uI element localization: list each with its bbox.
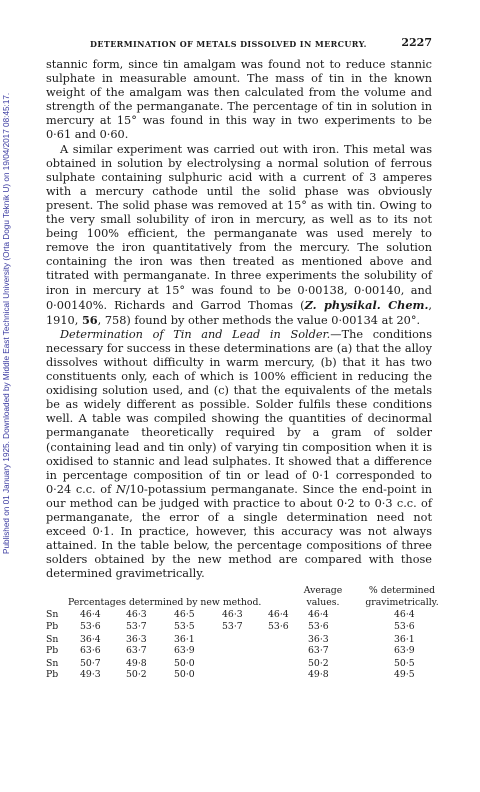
- table-body: [46, 609, 432, 680]
- value-cell: 53·7: [222, 620, 243, 632]
- value-cell: 53·7: [126, 620, 147, 632]
- value-cell: 50·7: [80, 658, 101, 670]
- results-table: [46, 585, 439, 681]
- normality-symbol: N: [115, 482, 126, 496]
- metal-cell: Pb: [46, 669, 59, 681]
- value-cell: 49·3: [80, 669, 101, 681]
- table-row: [46, 658, 432, 669]
- paragraph-3-text-a: —The conditions necessary for success in these determinations are (a) that the alloy dissolves without difficulty in warm mercury, (b) that it has two constituents only, each of which is 100% efficient in reducing the oxidising solution used, and (c) that the equivalents of the metals be as widely different as possible. Solder fulfils these conditions well. A table was compiled showing the quantities of decinormal permanganate theoretically required by a gram of solder (containing lead and tin only) of varying tin composition when it is oxidised to stannic and lead sulphates. It showed that a difference in percentage composition of tin or lead of 0·1 corresponded to 0·24 c.c. of: [46, 327, 432, 496]
- section-heading: Determination of Tin and Lead in Solder.: [60, 327, 331, 341]
- value-cell: 46·3: [222, 609, 243, 621]
- metal-cell: Sn: [46, 633, 59, 645]
- value-cell: 46·4: [394, 609, 415, 621]
- table-row: [46, 669, 432, 680]
- metal-cell: Pb: [46, 645, 59, 657]
- header-new-method: Percentages determined by new method.: [68, 597, 262, 609]
- metal-cell: Sn: [46, 658, 59, 670]
- paragraph-2-year: , 1910,: [46, 298, 433, 327]
- value-cell: 63·9: [174, 645, 195, 657]
- running-header: [46, 36, 432, 52]
- paragraph-2-end: , 758) found by other methods the value 0·00134 at 20°.: [97, 313, 421, 327]
- value-cell: 50·2: [308, 658, 329, 670]
- paragraph-2: [46, 143, 432, 328]
- table-row: [46, 645, 432, 656]
- value-cell: 46·4: [80, 609, 101, 621]
- value-cell: 53·6: [268, 620, 289, 632]
- value-cell: 50·5: [394, 658, 415, 670]
- value-cell: 46·4: [268, 609, 289, 621]
- page-number: 2227: [401, 36, 432, 49]
- value-cell: 46·5: [174, 609, 195, 621]
- value-cell: 53·6: [80, 620, 101, 632]
- value-cell: 46·3: [126, 609, 147, 621]
- value-cell: 63·6: [80, 645, 101, 657]
- value-cell: 53·6: [394, 620, 415, 632]
- table-row: [46, 634, 432, 645]
- value-cell: 36·1: [174, 633, 195, 645]
- value-cell: 36·4: [80, 633, 101, 645]
- table-row: [46, 609, 432, 620]
- value-cell: 36·3: [126, 633, 147, 645]
- value-cell: 53·6: [308, 620, 329, 632]
- value-cell: 53·5: [174, 620, 195, 632]
- journal-volume: 56: [81, 312, 98, 327]
- paragraph-2-text: A similar experiment was carried out with iron. This metal was obtained in solution by electrolysing a normal solution of ferrous sulphate containing sulphuric acid with a current of 3 amperes with a mercury cathode until the solid phase was obviously present. The solid phase was removed at 15° as with tin. Owing to the very small solubility of iron in mercury, as well as to its not being 100% efficient, the permanganate was used merely to remove the iron quantitatively from the mercury. The solution containing the iron was then treated as mentioned above and titrated with permanganate. In three experiments the solubility of iron in mercury at 15° was found to be 0·00138, 0·00140, and 0·00140%. Richards and Garrod Thomas (: [46, 142, 432, 312]
- value-cell: 50·0: [174, 669, 195, 681]
- download-watermark-text: Published on 01 January 1925. Downloaded by Middle East Technical University (Orta Dogu Teknik U) on 19/04/2017 08:45:17.: [2, 92, 11, 554]
- value-cell: 49·5: [394, 669, 415, 681]
- value-cell: 49·8: [308, 669, 329, 681]
- value-cell: 63·7: [126, 645, 147, 657]
- table-header: [46, 585, 439, 609]
- paragraph-3: [46, 328, 432, 582]
- header-average: Average values.: [303, 585, 343, 608]
- running-title: DETERMINATION OF METALS DISSOLVED IN MERCURY.: [90, 39, 367, 49]
- header-gravimetric: % determined gravimetrically.: [365, 585, 439, 608]
- value-cell: 50·0: [174, 658, 195, 670]
- paragraph-1: stannic form, since tin amalgam was found not to reduce stannic sulphate in measurable amount. The mass of tin in the known weight of the amalgam was then calculated from the volume and strength of the permanganate. The percentage of tin in solution in mercury at 15° was found in this way in two experiments to be 0·61 and 0·60.: [46, 58, 432, 142]
- journal-name: Z. physikal. Chem.: [304, 297, 429, 312]
- metal-cell: Sn: [46, 609, 59, 621]
- value-cell: 46·4: [308, 609, 329, 621]
- body-text: [46, 58, 432, 581]
- paragraph-3-text-b: /10-potassium permanganate. Since the end-point in our method can be judged with practice to about 0·2 to 0·3 c.c. of permanganate, the error of a single determination need not exceed 0·1. In practice, however, this accuracy was not always attained. In the table below, the percentage compositions of three solders obtained by the new method are compared with those determined gravimetrically.: [46, 482, 433, 581]
- value-cell: 63·9: [394, 645, 415, 657]
- value-cell: 36·3: [308, 633, 329, 645]
- value-cell: 49·8: [126, 658, 147, 670]
- value-cell: 50·2: [126, 669, 147, 681]
- page: [46, 36, 439, 681]
- value-cell: 36·1: [394, 633, 415, 645]
- value-cell: 63·7: [308, 645, 329, 657]
- metal-cell: Pb: [46, 620, 59, 632]
- table-row: [46, 621, 432, 632]
- download-watermark: [2, 0, 14, 792]
